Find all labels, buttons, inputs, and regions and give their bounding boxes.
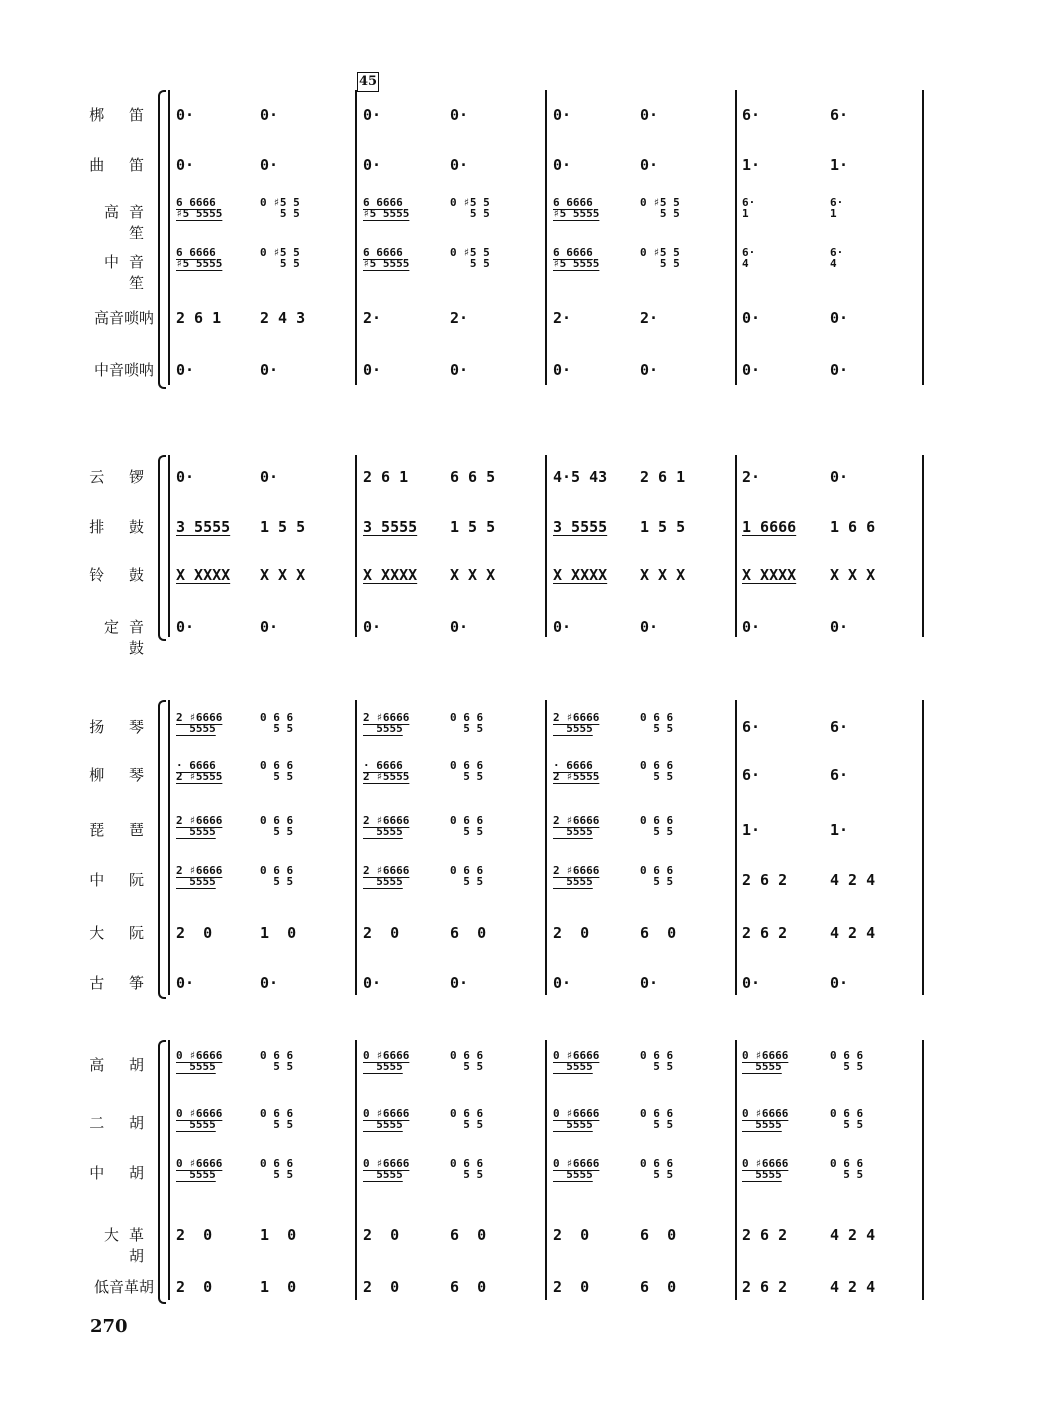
- notation-cell: 2 ♯6666 5555: [363, 864, 410, 888]
- notation-cell: 0 6 6 5 5: [260, 1107, 294, 1131]
- notation-cell: 6 0: [640, 1278, 677, 1296]
- notation-cell: 0 ♯6666 5555: [363, 1107, 410, 1131]
- page-number: 270: [90, 1316, 128, 1337]
- notation-cell: 0 ♯6666 5555: [176, 1049, 223, 1073]
- notation-cell: 6 0: [640, 1226, 677, 1244]
- notation-cell: 0 ♯6666 5555: [176, 1107, 223, 1131]
- notation-cell: 0·: [363, 974, 382, 992]
- notation-cell: 0·: [260, 974, 279, 992]
- notation-cell: 0 ♯6666 5555: [742, 1157, 789, 1181]
- notation-cell: 0 6 6 5 5: [450, 864, 484, 888]
- notation-cell: 6 0: [640, 924, 677, 942]
- notation-cell: 0 6 6 5 5: [260, 711, 294, 735]
- notation-cell: 6·: [830, 106, 849, 124]
- notation-cell: 6 6666 ♯5 5555: [553, 196, 600, 220]
- notation-cell: 6 6666 ♯5 5555: [363, 246, 410, 270]
- notation-cell: 0·: [640, 156, 659, 174]
- notation-cell: 0·: [363, 618, 382, 636]
- notation-cell: 0 6 6 5 5: [640, 1157, 674, 1181]
- notation-cell: 2·: [742, 468, 761, 486]
- notation-cell: 4·5 43: [553, 468, 608, 486]
- notation-cell: 6· 4: [830, 246, 844, 270]
- notation-cell: 2 0: [363, 924, 400, 942]
- notation-cell: 2 0: [176, 924, 213, 942]
- notation-cell: 0·: [260, 361, 279, 379]
- instrument-name: 中音笙: [103, 253, 154, 292]
- barline: [922, 1040, 924, 1300]
- notation-cell: 2 0: [176, 1226, 213, 1244]
- notation-cell: 0·: [742, 309, 761, 327]
- notation-cell: 2 ♯6666 5555: [363, 711, 410, 735]
- barline: [735, 1040, 737, 1300]
- notation-cell: 2 4 3: [260, 309, 306, 327]
- notation-cell: 0·: [640, 974, 659, 992]
- notation-cell: 1 0: [260, 1278, 297, 1296]
- group-bracket: [158, 90, 166, 389]
- notation-cell: 2 ♯6666 5555: [553, 864, 600, 888]
- notation-cell: 2 0: [363, 1226, 400, 1244]
- notation-cell: 0 ♯5 5 5 5: [640, 196, 680, 220]
- notation-cell: 0 6 6 5 5: [830, 1049, 864, 1073]
- notation-cell: 0 6 6 5 5: [450, 1107, 484, 1131]
- notation-cell: 1·: [742, 156, 761, 174]
- notation-cell: 0·: [640, 618, 659, 636]
- barline: [545, 455, 547, 637]
- notation-cell: 0·: [742, 361, 761, 379]
- rehearsal-mark: 45: [357, 72, 379, 92]
- notation-cell: 4 2 4: [830, 871, 876, 889]
- notation-cell: 2 6 2: [742, 1226, 788, 1244]
- notation-cell: 0 ♯6666 5555: [363, 1049, 410, 1073]
- notation-cell: 0·: [830, 618, 849, 636]
- notation-cell: 0·: [640, 361, 659, 379]
- notation-cell: 1 0: [260, 924, 297, 942]
- notation-cell: 2 0: [553, 924, 590, 942]
- notation-cell: 0 ♯5 5 5 5: [450, 246, 490, 270]
- system-line: [168, 700, 170, 995]
- barline: [355, 1040, 357, 1300]
- notation-cell: 2 6 2: [742, 871, 788, 889]
- notation-cell: 2 6 2: [742, 1278, 788, 1296]
- notation-cell: 6 6 5: [450, 468, 496, 486]
- notation-cell: 0·: [450, 974, 469, 992]
- notation-cell: 2 6 2: [742, 924, 788, 942]
- barline: [735, 700, 737, 995]
- system-line: [168, 1040, 170, 1300]
- instrument-name: 排 鼓: [89, 518, 154, 536]
- notation-cell: 0·: [450, 106, 469, 124]
- notation-cell: · 6666 2 ♯5555: [176, 759, 223, 783]
- notation-cell: 0·: [363, 156, 382, 174]
- notation-cell: 1·: [830, 821, 849, 839]
- notation-cell: 0 ♯6666 5555: [742, 1049, 789, 1073]
- notation-cell: 0 6 6 5 5: [260, 759, 294, 783]
- barline: [922, 90, 924, 385]
- notation-cell: 4 2 4: [830, 1278, 876, 1296]
- barline: [922, 700, 924, 995]
- instrument-name: 铃 鼓: [89, 566, 154, 584]
- instrument-name: 中 阮: [89, 871, 154, 889]
- notation-cell: 0·: [176, 156, 195, 174]
- notation-cell: 2 ♯6666 5555: [553, 711, 600, 735]
- barline: [922, 455, 924, 637]
- notation-cell: 2 6 1: [363, 468, 409, 486]
- notation-cell: 0·: [742, 618, 761, 636]
- instrument-name: 高 胡: [89, 1056, 154, 1074]
- notation-cell: 6·: [742, 766, 761, 784]
- notation-cell: 0·: [553, 974, 572, 992]
- notation-cell: 1 5 5: [450, 518, 496, 536]
- notation-cell: 6· 4: [742, 246, 756, 270]
- notation-cell: 0 6 6 5 5: [830, 1107, 864, 1131]
- group-bracket: [158, 1040, 166, 1304]
- notation-cell: 2 ♯6666 5555: [176, 814, 223, 838]
- instrument-name: 曲 笛: [89, 156, 154, 174]
- notation-cell: · 6666 2 ♯5555: [553, 759, 600, 783]
- notation-cell: 0 6 6 5 5: [450, 711, 484, 735]
- notation-cell: 0 6 6 5 5: [450, 814, 484, 838]
- notation-cell: 6 6666 ♯5 5555: [176, 246, 223, 270]
- notation-cell: 0·: [176, 618, 195, 636]
- notation-cell: 6· 1: [742, 196, 756, 220]
- notation-cell: 2·: [553, 309, 572, 327]
- notation-cell: 0 6 6 5 5: [450, 1049, 484, 1073]
- barline: [355, 700, 357, 995]
- notation-cell: 0 6 6 5 5: [640, 814, 674, 838]
- notation-cell: 0 ♯6666 5555: [742, 1107, 789, 1131]
- notation-cell: 4 2 4: [830, 924, 876, 942]
- notation-cell: 0 ♯6666 5555: [553, 1049, 600, 1073]
- notation-cell: 6 6666 ♯5 5555: [553, 246, 600, 270]
- notation-cell: 6 0: [450, 1278, 487, 1296]
- barline: [545, 1040, 547, 1300]
- notation-cell: X X X: [830, 566, 876, 584]
- notation-cell: 0 ♯6666 5555: [363, 1157, 410, 1181]
- notation-cell: 0 ♯5 5 5 5: [260, 196, 300, 220]
- notation-cell: 0·: [450, 618, 469, 636]
- notation-cell: 1 6666: [742, 518, 797, 536]
- notation-cell: 0·: [553, 361, 572, 379]
- instrument-name: 大革胡: [103, 1226, 154, 1265]
- notation-cell: 6 0: [450, 1226, 487, 1244]
- notation-cell: 6 6666 ♯5 5555: [176, 196, 223, 220]
- notation-cell: X XXXX: [553, 566, 608, 584]
- notation-cell: 0 6 6 5 5: [450, 759, 484, 783]
- barline: [545, 90, 547, 385]
- notation-cell: 2 ♯6666 5555: [176, 711, 223, 735]
- notation-cell: 1 5 5: [640, 518, 686, 536]
- notation-cell: 1 0: [260, 1226, 297, 1244]
- instrument-name: 定音鼓: [103, 618, 154, 657]
- notation-cell: 6·: [830, 766, 849, 784]
- notation-cell: 0 6 6 5 5: [640, 1049, 674, 1073]
- system-line: [168, 90, 170, 385]
- barline: [735, 455, 737, 637]
- notation-cell: 2 ♯6666 5555: [176, 864, 223, 888]
- notation-cell: 2 ♯6666 5555: [363, 814, 410, 838]
- notation-cell: 0 ♯5 5 5 5: [640, 246, 680, 270]
- instrument-name: 琵 琶: [89, 821, 154, 839]
- notation-cell: 0 6 6 5 5: [640, 759, 674, 783]
- notation-cell: 1·: [830, 156, 849, 174]
- notation-cell: 6· 1: [830, 196, 844, 220]
- instrument-name: 中 胡: [89, 1164, 154, 1182]
- notation-cell: 0 6 6 5 5: [260, 814, 294, 838]
- notation-cell: 6·: [830, 718, 849, 736]
- barline: [545, 700, 547, 995]
- notation-cell: 0·: [742, 974, 761, 992]
- notation-cell: 2 0: [176, 1278, 213, 1296]
- notation-cell: · 6666 2 ♯5555: [363, 759, 410, 783]
- group-bracket: [158, 700, 166, 999]
- notation-cell: 6 6666 ♯5 5555: [363, 196, 410, 220]
- notation-cell: 0 6 6 5 5: [260, 864, 294, 888]
- notation-cell: 0 6 6 5 5: [640, 711, 674, 735]
- instrument-name: 柳 琴: [89, 766, 154, 784]
- notation-cell: 3 5555: [176, 518, 231, 536]
- instrument-name: 中音唢呐: [93, 361, 154, 379]
- notation-cell: X XXXX: [363, 566, 418, 584]
- notation-cell: 0 6 6 5 5: [640, 1107, 674, 1131]
- notation-cell: 0·: [553, 618, 572, 636]
- notation-cell: 0·: [176, 468, 195, 486]
- notation-cell: 0·: [363, 361, 382, 379]
- notation-cell: 0·: [176, 361, 195, 379]
- instrument-name: 古 筝: [89, 974, 154, 992]
- notation-cell: X X X: [640, 566, 686, 584]
- notation-cell: 0·: [260, 618, 279, 636]
- notation-cell: 6·: [742, 106, 761, 124]
- notation-cell: 0·: [176, 106, 195, 124]
- notation-cell: 0·: [640, 106, 659, 124]
- notation-cell: 2·: [450, 309, 469, 327]
- instrument-name: 低音革胡: [93, 1278, 154, 1296]
- instrument-name: 梆 笛: [89, 106, 154, 124]
- notation-cell: 3 5555: [553, 518, 608, 536]
- notation-cell: 0·: [830, 309, 849, 327]
- notation-cell: 1 6 6: [830, 518, 876, 536]
- notation-cell: 0·: [553, 156, 572, 174]
- notation-cell: 0 ♯6666 5555: [553, 1157, 600, 1181]
- notation-cell: 0 ♯6666 5555: [553, 1107, 600, 1131]
- notation-cell: 0 ♯5 5 5 5: [260, 246, 300, 270]
- notation-cell: 0·: [450, 361, 469, 379]
- notation-cell: 0·: [176, 974, 195, 992]
- notation-cell: 0 6 6 5 5: [640, 864, 674, 888]
- notation-cell: X XXXX: [742, 566, 797, 584]
- notation-cell: 0 6 6 5 5: [260, 1049, 294, 1073]
- notation-cell: 0·: [260, 468, 279, 486]
- notation-cell: 6 0: [450, 924, 487, 942]
- instrument-name: 扬 琴: [89, 718, 154, 736]
- notation-cell: 2 0: [553, 1226, 590, 1244]
- notation-cell: 0·: [260, 156, 279, 174]
- notation-cell: 0 6 6 5 5: [450, 1157, 484, 1181]
- notation-cell: 2 ♯6666 5555: [553, 814, 600, 838]
- notation-cell: 1·: [742, 821, 761, 839]
- notation-cell: 6·: [742, 718, 761, 736]
- barline: [735, 90, 737, 385]
- notation-cell: 0·: [830, 361, 849, 379]
- notation-cell: 1 5 5: [260, 518, 306, 536]
- instrument-name: 二 胡: [89, 1114, 154, 1132]
- notation-cell: X X X: [450, 566, 496, 584]
- system-line: [168, 455, 170, 637]
- notation-cell: X XXXX: [176, 566, 231, 584]
- notation-cell: 4 2 4: [830, 1226, 876, 1244]
- notation-cell: 0·: [260, 106, 279, 124]
- instrument-name: 高音笙: [103, 203, 154, 242]
- notation-cell: 0·: [830, 468, 849, 486]
- notation-cell: 2 0: [363, 1278, 400, 1296]
- notation-cell: 0·: [363, 106, 382, 124]
- notation-cell: 0 6 6 5 5: [260, 1157, 294, 1181]
- notation-cell: 0 ♯6666 5555: [176, 1157, 223, 1181]
- barline: [355, 90, 357, 385]
- notation-cell: 0 6 6 5 5: [830, 1157, 864, 1181]
- instrument-name: 云 锣: [89, 468, 154, 486]
- notation-cell: 0 ♯5 5 5 5: [450, 196, 490, 220]
- group-bracket: [158, 455, 166, 641]
- notation-cell: 2 0: [553, 1278, 590, 1296]
- notation-cell: 0·: [830, 974, 849, 992]
- notation-cell: 2·: [640, 309, 659, 327]
- notation-cell: 2 6 1: [640, 468, 686, 486]
- instrument-name: 大 阮: [89, 924, 154, 942]
- instrument-name: 高音唢呐: [93, 309, 154, 327]
- notation-cell: 0·: [450, 156, 469, 174]
- notation-cell: 0·: [553, 106, 572, 124]
- notation-cell: 3 5555: [363, 518, 418, 536]
- notation-cell: 2 6 1: [176, 309, 222, 327]
- barline: [355, 455, 357, 637]
- notation-cell: 2·: [363, 309, 382, 327]
- notation-cell: X X X: [260, 566, 306, 584]
